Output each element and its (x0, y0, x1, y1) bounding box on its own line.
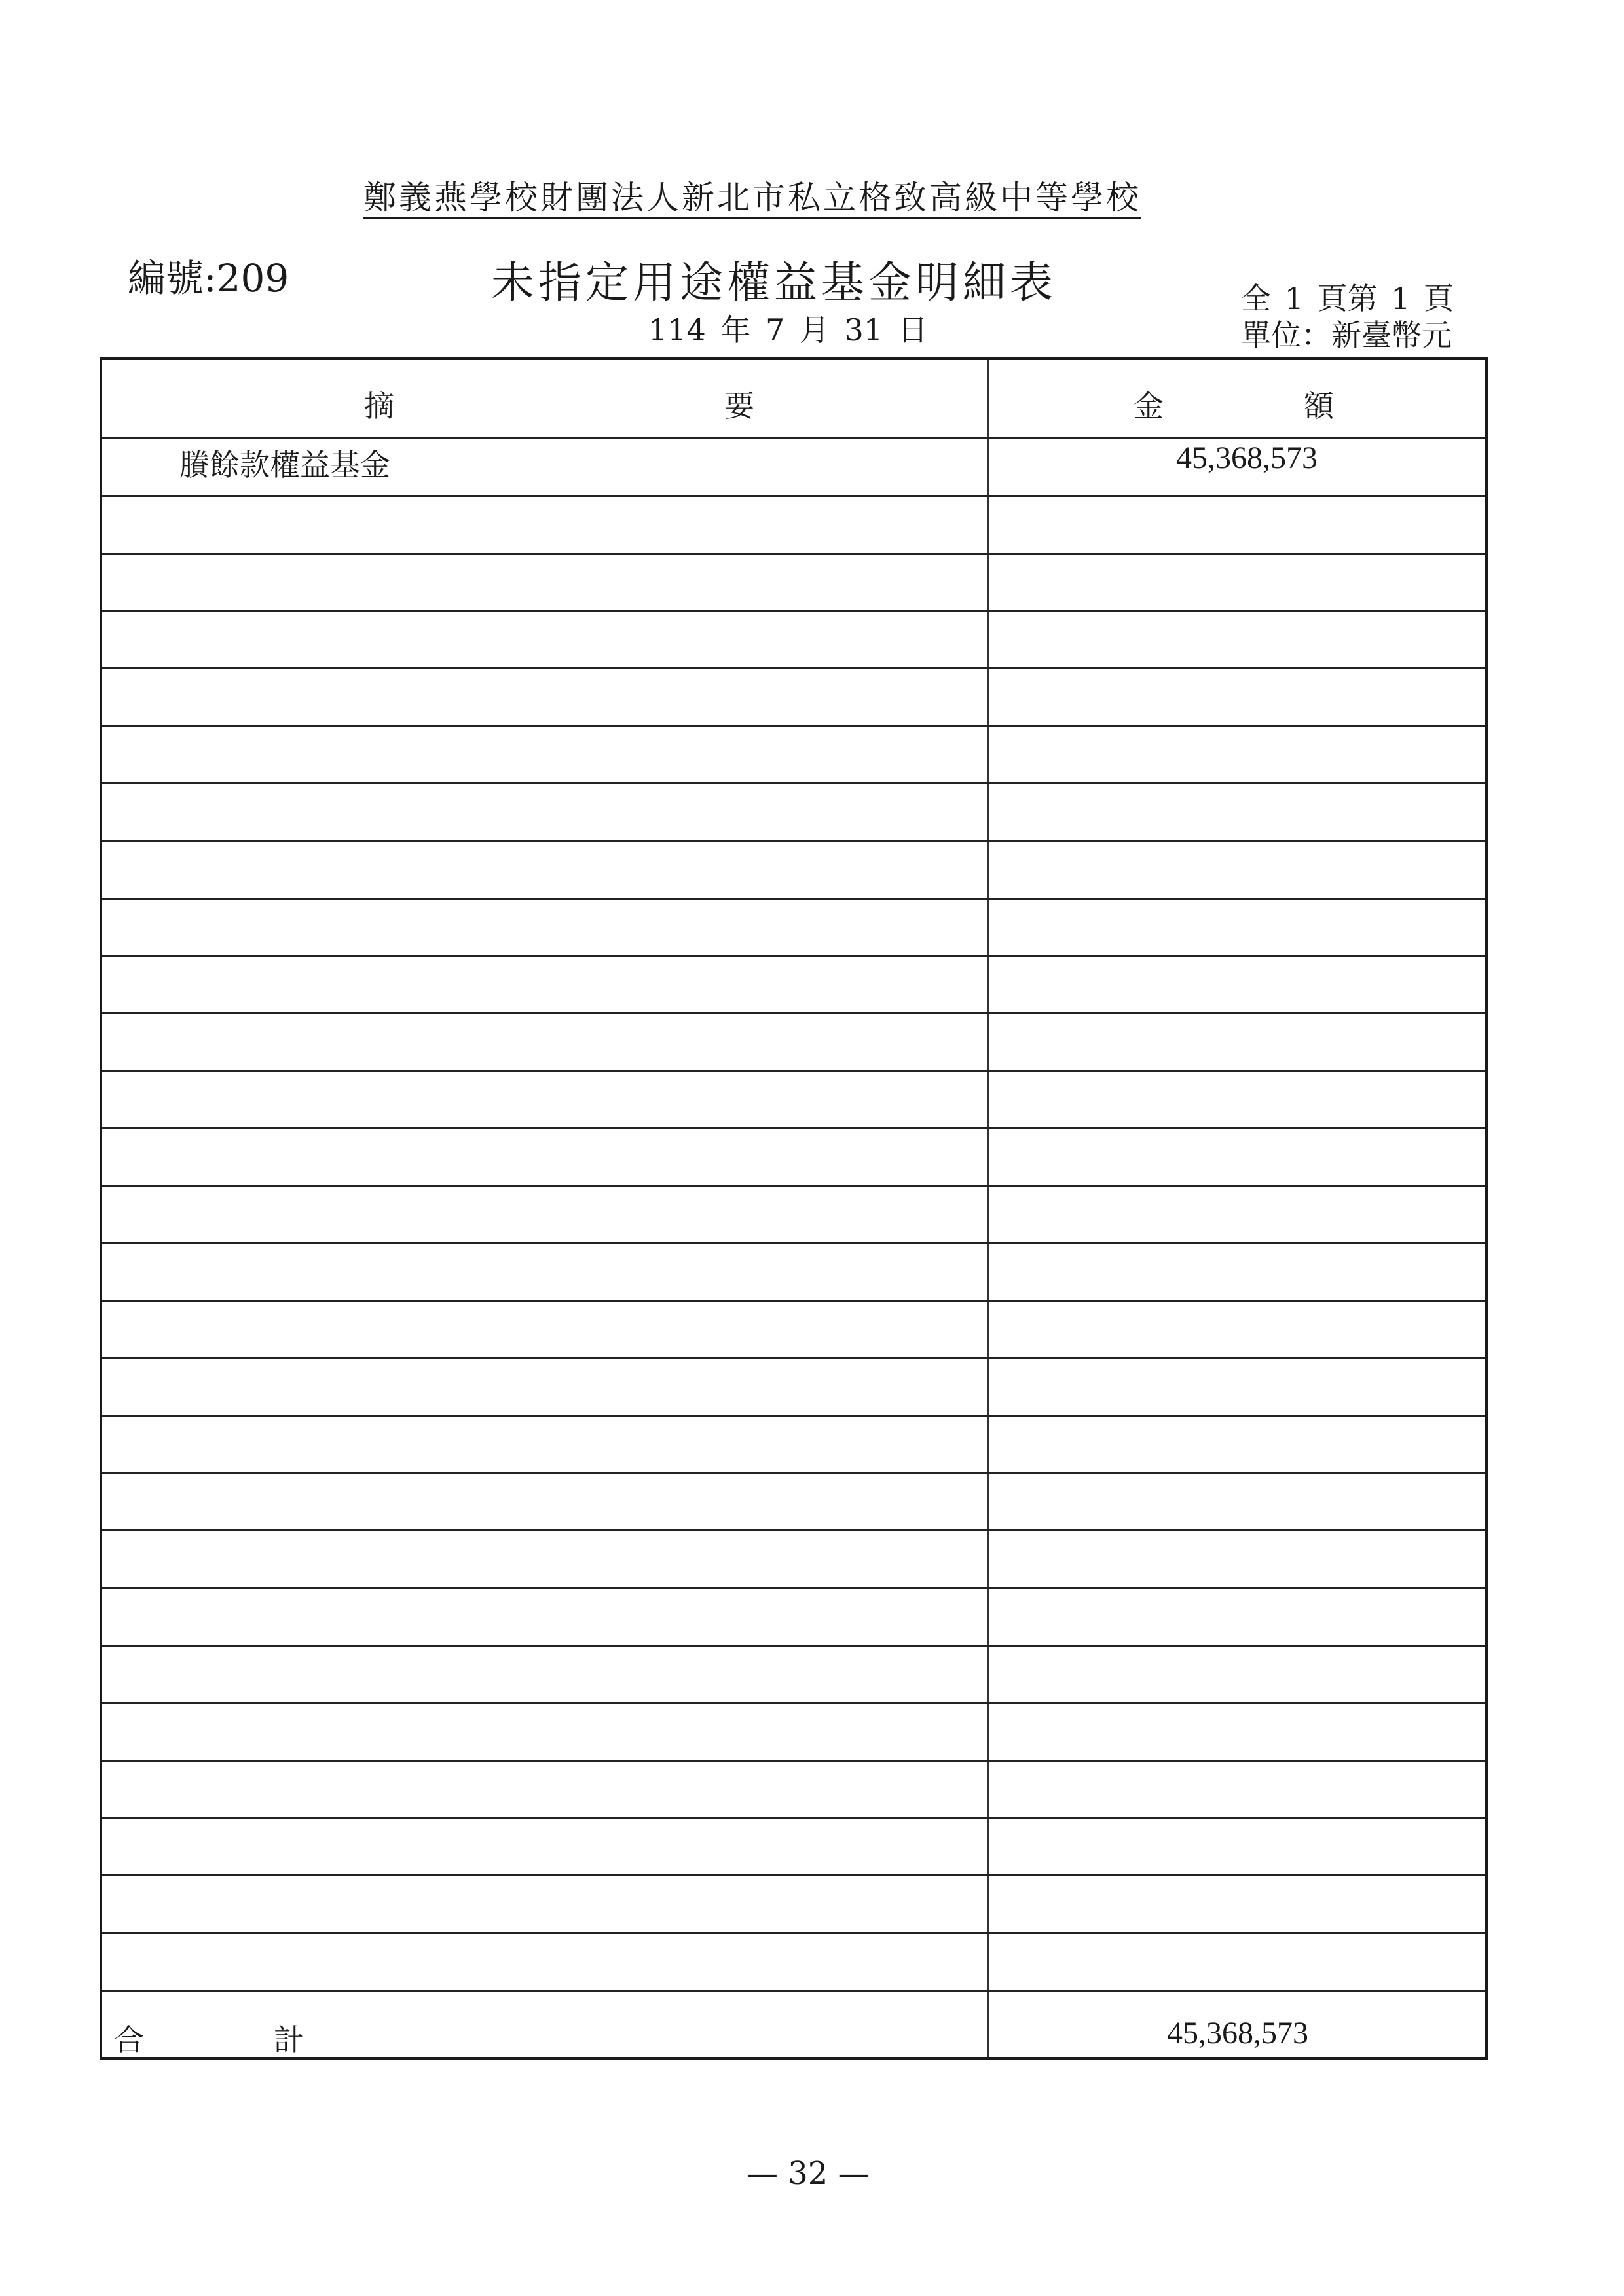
organization-title: 鄭義燕學校財團法人新北市私立格致高級中等學校 (363, 179, 1141, 217)
row-rule (102, 1127, 1485, 1129)
row-summary: 賸餘款權益基金 (179, 447, 390, 483)
row-rule (102, 1874, 1485, 1876)
row-rule (102, 1817, 1485, 1819)
row-rule (102, 1415, 1485, 1417)
row-rule (102, 1012, 1485, 1014)
row-rule (102, 1070, 1485, 1072)
row-rule (102, 1645, 1485, 1647)
row-rule (102, 553, 1485, 555)
row-rule (102, 1472, 1485, 1474)
column-divider (987, 360, 989, 2057)
ledger-table (100, 357, 1488, 2060)
report-title: 未指定用途權益基金明細表 (491, 257, 1057, 308)
total-amount: 45,368,573 (1167, 2016, 1308, 2050)
row-rule (102, 1760, 1485, 1762)
total-label-char-1: 合 (114, 2022, 144, 2058)
document-number: 編號:209 (128, 256, 289, 301)
header-summary-char-1: 摘 (364, 388, 394, 424)
row-rule (102, 782, 1485, 784)
row-amount: 45,368,573 (1176, 441, 1318, 475)
row-rule (102, 610, 1485, 612)
header-summary-char-2: 要 (724, 388, 754, 424)
row-rule (102, 1357, 1485, 1359)
row-rule (102, 1529, 1485, 1531)
page-number: — 32 — (747, 2155, 870, 2192)
row-rule (102, 955, 1485, 957)
row-rule (102, 437, 1485, 439)
row-rule (102, 1990, 1485, 1992)
page-info: 全 1 頁第 1 頁 (1241, 281, 1454, 316)
currency-unit: 單位：新臺幣元 (1241, 318, 1452, 353)
row-rule (102, 898, 1485, 900)
row-rule (102, 1932, 1485, 1934)
row-rule (102, 1587, 1485, 1589)
row-rule (102, 1185, 1485, 1187)
row-rule (102, 725, 1485, 727)
header-amount-char-2: 額 (1304, 388, 1334, 424)
header-amount-char-1: 金 (1134, 388, 1164, 424)
row-rule (102, 1702, 1485, 1704)
row-rule (102, 495, 1485, 497)
row-rule (102, 667, 1485, 669)
total-label-char-2: 計 (274, 2022, 304, 2058)
row-rule (102, 1300, 1485, 1302)
report-date: 114 年 7 月 31 日 (648, 312, 928, 348)
row-rule (102, 840, 1485, 842)
row-rule (102, 1242, 1485, 1244)
